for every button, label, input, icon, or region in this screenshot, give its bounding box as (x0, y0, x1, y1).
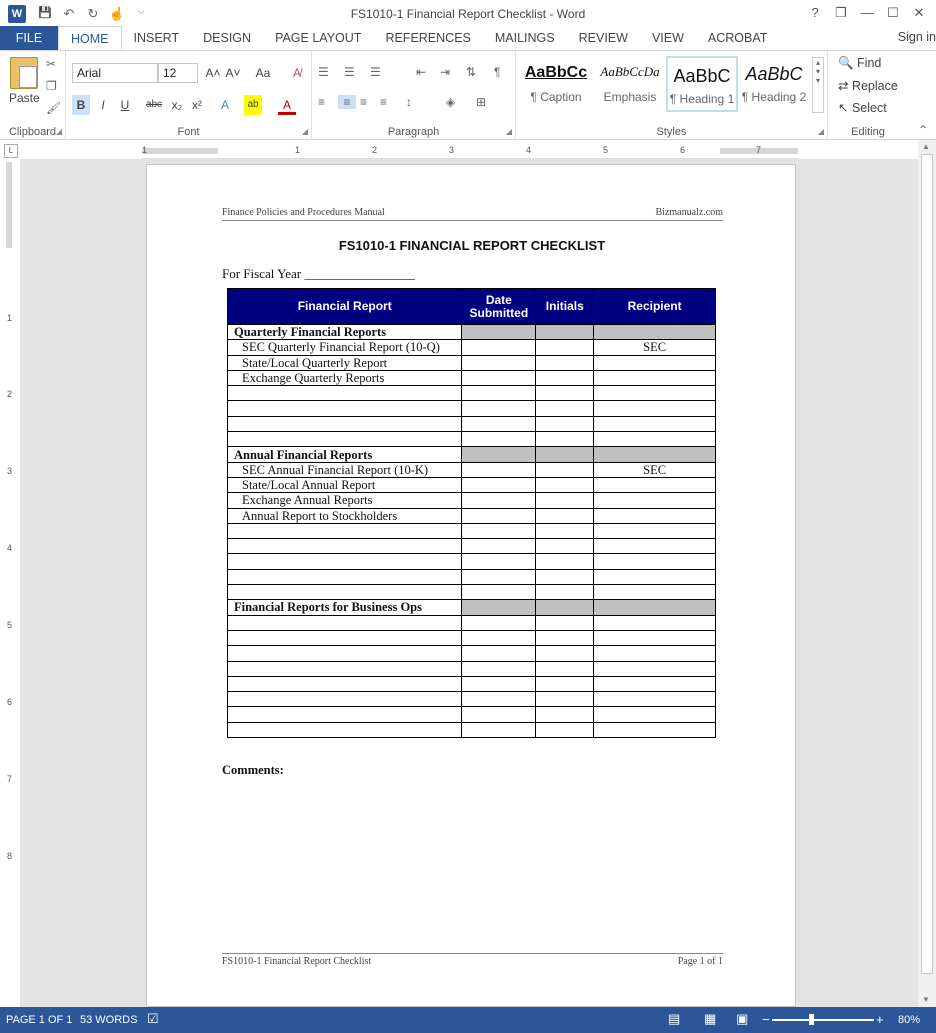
section-heading[interactable]: Financial Reports for Business Ops (228, 600, 462, 615)
styles-group (516, 51, 828, 140)
table-cell[interactable] (228, 615, 462, 630)
italic-button[interactable]: I (101, 98, 105, 112)
table-cell[interactable] (462, 523, 536, 538)
title-bar (0, 0, 936, 28)
section-shaded-cell[interactable] (536, 600, 594, 615)
section-shaded-cell[interactable] (594, 600, 716, 615)
web-layout-icon[interactable]: ▣ (736, 1011, 749, 1026)
table-cell[interactable] (462, 585, 536, 600)
table-row (228, 340, 716, 355)
read-mode-icon[interactable]: ▤ (668, 1011, 681, 1026)
tab-insert[interactable]: INSERT (133, 31, 180, 45)
table-cell[interactable] (462, 370, 536, 385)
table-cell[interactable] (536, 539, 594, 554)
vertical-ruler[interactable] (2, 162, 18, 1007)
section-shaded-cell[interactable] (594, 447, 716, 462)
table-cell[interactable] (536, 676, 594, 691)
align-left-icon[interactable]: ≡ (318, 95, 326, 109)
style-name: ¶ Heading 1 (669, 92, 735, 106)
section-shaded-cell[interactable] (536, 447, 594, 462)
table-cell[interactable] (228, 722, 462, 737)
ruler-number: 3 (449, 145, 455, 155)
table-cell[interactable]: State/Local Quarterly Report (228, 355, 462, 370)
word-count-status[interactable]: 53 WORDS (80, 1014, 138, 1026)
table-cell[interactable] (594, 416, 716, 431)
collapse-ribbon-icon[interactable]: ⌃ (918, 123, 929, 137)
style-name: ¶ Caption (530, 90, 582, 104)
ruler-number: 8 (7, 851, 13, 861)
table-cell[interactable] (462, 707, 536, 722)
ruler-number: 7 (7, 774, 13, 784)
table-cell[interactable] (462, 386, 536, 401)
ruler-number: 1 (142, 145, 148, 155)
table-cell[interactable]: Annual Report to Stockholders (228, 508, 462, 523)
ruler-number: 6 (7, 697, 13, 707)
header-right: Bizmanualz.com (655, 207, 723, 218)
bold-button[interactable]: B (72, 95, 90, 115)
zoom-slider-thumb[interactable] (809, 1014, 814, 1025)
table-row (228, 676, 716, 691)
table-header-row (228, 289, 716, 325)
table-cell[interactable] (462, 554, 536, 569)
table-row (228, 508, 716, 523)
table-cell[interactable] (536, 462, 594, 477)
table-cell[interactable] (536, 370, 594, 385)
multilevel-list-icon[interactable]: ☰ (370, 65, 381, 79)
style-sample: AaBbC (745, 64, 803, 84)
table-cell[interactable] (536, 646, 594, 661)
highlight-button[interactable]: ab (244, 95, 262, 115)
table-cell[interactable] (536, 508, 594, 523)
cut-icon[interactable]: ✂ (46, 57, 57, 71)
style-sample: AaBbC (673, 66, 731, 86)
table-cell[interactable] (536, 432, 594, 447)
page-count-status[interactable]: PAGE 1 OF 1 (6, 1014, 73, 1026)
tab-design[interactable]: DESIGN (203, 31, 252, 45)
subscript-button[interactable]: x₂ (171, 98, 183, 112)
paste-icon[interactable] (10, 57, 38, 89)
grow-font-button[interactable]: A˄ (205, 66, 221, 80)
tab-review[interactable]: REVIEW (578, 31, 628, 45)
table-cell[interactable] (228, 646, 462, 661)
table-cell[interactable] (536, 401, 594, 416)
style-heading-1[interactable] (666, 56, 738, 112)
font-launcher-icon[interactable]: ◢ (301, 127, 308, 136)
horizontal-ruler[interactable] (142, 143, 798, 159)
bullets-icon[interactable]: ☰ (318, 65, 329, 79)
table-row (228, 707, 716, 722)
style-caption[interactable] (520, 56, 592, 112)
table-cell[interactable] (536, 416, 594, 431)
section-heading[interactable]: Annual Financial Reports (228, 447, 462, 462)
align-right-icon[interactable]: ≡ (360, 95, 368, 109)
decrease-indent-icon[interactable]: ⇤ (416, 65, 427, 79)
fiscal-year-line: For Fiscal Year _________________ (222, 266, 415, 281)
customize-qat-icon[interactable]: ⌵ (137, 6, 145, 16)
paragraph-launcher-icon[interactable]: ◢ (505, 127, 512, 136)
table-cell[interactable] (536, 523, 594, 538)
close-button[interactable]: ✕ (913, 5, 925, 20)
table-cell[interactable] (462, 630, 536, 645)
ruler-number: 5 (603, 145, 609, 155)
table-cell[interactable] (594, 676, 716, 691)
table-cell[interactable] (228, 523, 462, 538)
find-icon: 🔍 (838, 56, 858, 70)
table-row (228, 585, 716, 600)
table-cell[interactable] (228, 707, 462, 722)
styles-label: Styles (656, 126, 687, 138)
table-cell[interactable] (462, 646, 536, 661)
table-cell[interactable] (462, 462, 536, 477)
table-cell[interactable] (228, 416, 462, 431)
table-row (228, 554, 716, 569)
section-shaded-cell[interactable] (536, 325, 594, 340)
copy-icon[interactable]: ❐ (46, 79, 57, 93)
style-name: ¶ Heading 2 (741, 90, 807, 104)
table-body (228, 325, 716, 738)
tab-mailings[interactable]: MAILINGS (494, 31, 555, 45)
numbering-icon[interactable]: ☰ (344, 65, 355, 79)
table-cell[interactable] (594, 661, 716, 676)
table-cell[interactable] (462, 615, 536, 630)
font-name-select[interactable]: Arial (72, 63, 158, 83)
save-icon[interactable]: 💾 (38, 7, 52, 19)
ruler-number: 2 (7, 389, 13, 399)
format-painter-icon[interactable]: 🖌 (46, 101, 62, 115)
justify-icon[interactable]: ≡ (380, 95, 388, 109)
ruler-number: 6 (680, 145, 686, 155)
table-cell[interactable]: SEC (594, 340, 716, 355)
ribbon (0, 50, 936, 140)
ruler-number: 7 (756, 145, 762, 155)
table-cell[interactable] (594, 386, 716, 401)
clipboard-group (0, 51, 66, 140)
table-cell[interactable] (462, 340, 536, 355)
styles-launcher-icon[interactable]: ◢ (817, 127, 824, 136)
table-cell[interactable] (462, 493, 536, 508)
column-header: Financial Report (228, 289, 462, 325)
footer-left: FS1010-1 Financial Report Checklist (222, 956, 372, 967)
table-row (228, 523, 716, 538)
replace-button[interactable] (838, 78, 898, 93)
section-heading[interactable]: Quarterly Financial Reports (228, 325, 462, 340)
table-row (228, 386, 716, 401)
zoom-slider[interactable] (772, 1019, 874, 1021)
undo-icon[interactable]: ↶ (63, 6, 75, 21)
tab-selector-icon[interactable]: L (4, 144, 18, 158)
ruler-number: 4 (7, 543, 13, 553)
table-cell[interactable] (536, 630, 594, 645)
table-cell[interactable] (228, 401, 462, 416)
paragraph-label: Paragraph (387, 126, 440, 138)
shading-icon[interactable]: ◈ (446, 95, 456, 109)
clear-format-button[interactable]: A̸ (292, 66, 301, 80)
table-cell[interactable] (594, 508, 716, 523)
table-cell[interactable] (462, 661, 536, 676)
table-cell[interactable] (228, 676, 462, 691)
document-title: FS1010-1 FINANCIAL REPORT CHECKLIST (338, 238, 606, 253)
table-cell[interactable] (594, 615, 716, 630)
table-cell[interactable] (594, 523, 716, 538)
checklist-table[interactable] (227, 288, 716, 738)
editing-label: Editing (851, 126, 885, 138)
tab-home[interactable]: HOME (58, 26, 122, 50)
style-heading-2[interactable] (738, 56, 810, 112)
table-row (228, 646, 716, 661)
table-cell[interactable] (462, 539, 536, 554)
font-size-select[interactable]: 12 (158, 63, 198, 83)
table-row (228, 539, 716, 554)
replace-icon: ⇄ (838, 79, 852, 93)
table-cell[interactable] (536, 477, 594, 492)
clipboard-label: Clipboard (8, 126, 57, 138)
table-cell[interactable] (228, 432, 462, 447)
editing-group (828, 51, 908, 140)
section-shaded-cell[interactable] (462, 600, 536, 615)
table-cell[interactable] (536, 340, 594, 355)
section-shaded-cell[interactable] (594, 325, 716, 340)
ruler-number: 1 (295, 145, 301, 155)
select-label: Select (851, 101, 887, 115)
table-row (228, 569, 716, 584)
style-sample: AaBbCcDa (600, 64, 660, 79)
table-cell[interactable] (594, 539, 716, 554)
page-header[interactable] (222, 207, 723, 221)
align-center-icon[interactable]: ≡ (338, 95, 356, 109)
left-margin-shade (142, 148, 218, 154)
table-cell[interactable] (594, 493, 716, 508)
styles-scroll-icon[interactable]: ▴ ▾ ▾ (812, 57, 824, 113)
tab-view[interactable]: VIEW (651, 31, 684, 45)
status-bar (0, 1007, 936, 1033)
table-cell[interactable] (462, 508, 536, 523)
table-cell[interactable] (536, 692, 594, 707)
table-cell[interactable] (594, 370, 716, 385)
section-row (228, 600, 716, 615)
font-label: Font (177, 126, 200, 138)
table-cell[interactable] (536, 707, 594, 722)
borders-icon[interactable]: ⊞ (476, 95, 487, 109)
zoom-out-button[interactable]: − (762, 1012, 770, 1027)
table-cell[interactable] (228, 661, 462, 676)
ruler-number: 1 (7, 313, 13, 323)
ruler-number: 4 (526, 145, 532, 155)
shrink-font-button[interactable]: A˅ (225, 66, 241, 80)
font-color-button[interactable]: A (278, 95, 296, 115)
find-button[interactable] (838, 56, 881, 71)
vertical-scrollbar[interactable] (918, 140, 936, 1007)
table-cell[interactable] (594, 722, 716, 737)
table-cell[interactable] (594, 569, 716, 584)
table-row (228, 477, 716, 492)
section-shaded-cell[interactable] (462, 447, 536, 462)
ruler-number: 2 (372, 145, 378, 155)
table-row (228, 416, 716, 431)
footer-right: Page 1 of 1 (677, 956, 723, 967)
table-cell[interactable] (462, 676, 536, 691)
select-icon: ↖ (838, 101, 852, 115)
find-label: Find (857, 56, 882, 70)
window-title: FS1010-1 Financial Report Checklist - Word (350, 7, 586, 21)
tab-acrobat[interactable]: ACROBAT (707, 31, 768, 45)
table-cell[interactable] (228, 630, 462, 645)
scroll-down-icon[interactable]: ▼ (922, 995, 930, 1004)
page-footer[interactable] (222, 953, 723, 967)
table-cell[interactable] (536, 661, 594, 676)
table-cell[interactable] (594, 401, 716, 416)
table-cell[interactable] (594, 646, 716, 661)
zoom-level[interactable]: 80% (898, 1014, 921, 1026)
header-left: Finance Policies and Procedures Manual (222, 207, 385, 218)
table-cell[interactable] (594, 585, 716, 600)
table-cell[interactable] (462, 692, 536, 707)
table-row (228, 401, 716, 416)
line-spacing-icon[interactable]: ↕ (406, 95, 412, 109)
sort-icon[interactable]: ⇅ (466, 65, 477, 79)
tab-file[interactable]: FILE (0, 26, 58, 50)
table-cell[interactable] (228, 554, 462, 569)
table-cell[interactable]: SEC Annual Financial Report (10-K) (228, 462, 462, 477)
table-cell[interactable] (462, 416, 536, 431)
table-cell[interactable] (594, 630, 716, 645)
table-cell[interactable] (536, 493, 594, 508)
table-cell[interactable] (462, 432, 536, 447)
table-row (228, 355, 716, 370)
table-cell[interactable] (228, 692, 462, 707)
table-row (228, 432, 716, 447)
sign-in-link[interactable]: Sign in (897, 30, 936, 44)
document-page[interactable] (146, 164, 796, 1007)
table-cell[interactable] (594, 355, 716, 370)
ribbon-tabs (0, 26, 936, 50)
table-row (228, 630, 716, 645)
minimize-button[interactable]: — (860, 5, 874, 20)
window-controls (804, 5, 930, 21)
section-row (228, 325, 716, 340)
change-case-button[interactable]: Aa (255, 66, 271, 80)
style-name: Emphasis (603, 90, 657, 104)
text-effects-button[interactable]: A (220, 98, 229, 112)
replace-label: Replace (851, 79, 898, 93)
table-cell[interactable] (462, 722, 536, 737)
proofing-icon[interactable]: ☑ (147, 1011, 159, 1026)
table-row (228, 462, 716, 477)
underline-button[interactable]: U (120, 98, 130, 112)
touch-mode-icon[interactable]: ☝ (108, 6, 126, 21)
table-cell[interactable]: SEC (594, 462, 716, 477)
table-row (228, 661, 716, 676)
maximize-button[interactable]: ☐ (887, 5, 899, 20)
zoom-in-button[interactable]: + (876, 1012, 884, 1027)
scroll-thumb[interactable] (921, 154, 933, 974)
table-cell[interactable] (536, 386, 594, 401)
redo-icon[interactable]: ↻ (87, 6, 99, 21)
style-emphasis[interactable] (594, 56, 666, 112)
tab-page-layout[interactable]: PAGE LAYOUT (275, 31, 362, 45)
word-app-icon[interactable]: W (8, 5, 26, 23)
table-cell[interactable] (228, 386, 462, 401)
table-cell[interactable] (228, 569, 462, 584)
table-cell[interactable] (594, 554, 716, 569)
table-cell[interactable] (462, 401, 536, 416)
table-cell[interactable] (594, 477, 716, 492)
table-cell[interactable] (462, 477, 536, 492)
column-header: Initials (536, 289, 594, 325)
table-cell[interactable]: Exchange Quarterly Reports (228, 370, 462, 385)
table-row (228, 370, 716, 385)
superscript-button[interactable]: x² (192, 98, 202, 112)
help-button[interactable]: ? (811, 5, 819, 20)
strikethrough-button[interactable]: abc (145, 99, 163, 110)
show-marks-icon[interactable]: ¶ (494, 65, 501, 79)
table-row (228, 692, 716, 707)
ruler-number: 5 (7, 620, 13, 630)
table-cell[interactable] (462, 569, 536, 584)
table-cell[interactable] (536, 615, 594, 630)
paste-button[interactable]: Paste (9, 91, 40, 105)
clipboard-launcher-icon[interactable]: ◢ (55, 127, 62, 136)
paragraph-group (312, 51, 516, 140)
table-cell[interactable] (594, 692, 716, 707)
scroll-up-icon[interactable]: ▲ (922, 142, 930, 151)
table-cell[interactable] (594, 432, 716, 447)
tab-references[interactable]: REFERENCES (385, 31, 471, 45)
top-margin-shade (6, 162, 12, 248)
table-cell[interactable] (536, 569, 594, 584)
table-cell[interactable] (462, 355, 536, 370)
column-header: Date Submitted (462, 289, 536, 325)
font-group (66, 51, 312, 140)
ruler-number: 3 (7, 466, 13, 476)
table-cell[interactable] (228, 585, 462, 600)
section-shaded-cell[interactable] (462, 325, 536, 340)
print-layout-icon[interactable]: ▦ (704, 1011, 717, 1026)
increase-indent-icon[interactable]: ⇥ (440, 65, 451, 79)
table-cell[interactable]: SEC Quarterly Financial Report (10-Q) (228, 340, 462, 355)
ribbon-display-button[interactable]: ❐ (835, 5, 847, 20)
table-cell[interactable]: Exchange Annual Reports (228, 493, 462, 508)
table-row (228, 615, 716, 630)
style-sample: AaBbCc (524, 64, 588, 81)
table-cell[interactable] (536, 585, 594, 600)
comments-label: Comments: (222, 763, 284, 777)
table-cell[interactable] (536, 722, 594, 737)
table-cell[interactable] (594, 707, 716, 722)
table-cell[interactable] (536, 554, 594, 569)
table-cell[interactable] (228, 539, 462, 554)
table-row (228, 722, 716, 737)
table-row (228, 493, 716, 508)
select-button[interactable] (838, 100, 887, 115)
section-row (228, 447, 716, 462)
table-cell[interactable] (536, 355, 594, 370)
table-cell[interactable]: State/Local Annual Report (228, 477, 462, 492)
column-header: Recipient (594, 289, 716, 325)
